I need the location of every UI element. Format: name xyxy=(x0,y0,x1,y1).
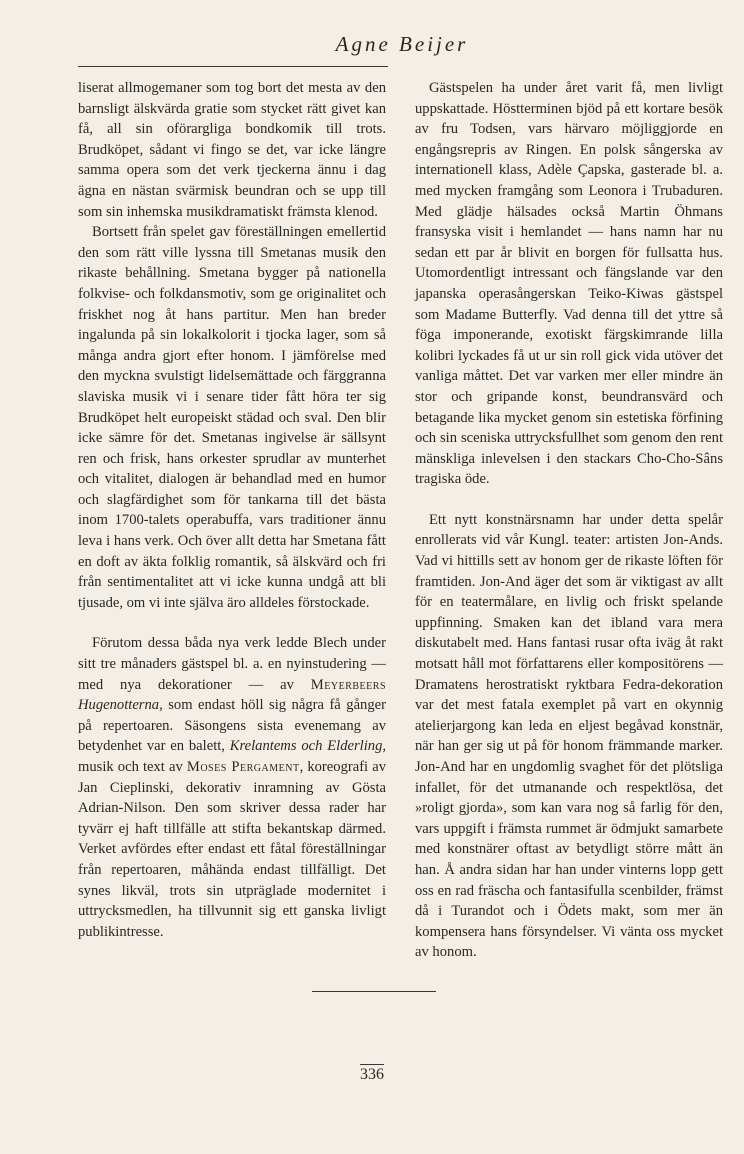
paragraph: Gästspelen ha under året varit få, men livligt uppskattade. Höstterminen bjöd på ett kortare besök av fru Todsen, vars härvaro möjliggjorde en engångsrepris av Ringen. En polsk sångerska av internationell klass, Adèle Çapska, gasterade bl. a. med mycken framgång som Leonora i Trubaduren. Med glädje hälsades också Martin Öhmans fransyska visit i hemlandet — hans namn har nu sedan ett par år blivit en borgen för fullsatta hus. Utomordentligt intressant och fängslande var den japanska operasångerskan Teiko-Kiwas gästspel som Madame Butterfly. Vad denna till det yttre så föga imponerande, exotiskt färgskimrande lilla kolibri lyckades få ut ur sin roll gick vida utöver det vanliga måttet. Det var varken mer eller mindre än stor och gripande konst, beundransvärd och betagande lika mycket genom sin estetiska förfining och sin sceniska uttrycksfullhet som genom den rent mänskliga inlevelsen i den stackars Cho-Cho-Sâns tragiska öde. xyxy=(415,80,723,488)
page-number-text: 336 xyxy=(360,1066,384,1083)
running-header: Agne Beijer xyxy=(335,32,469,56)
text-run: som endast höll sig några få gånger på repertoaren. Säsongens sista evenemang av betydenhet var en balett, xyxy=(78,697,386,755)
text-run: , koreografi av Jan Cieplinski, dekorativ inramning av Gösta Adrian-Nilson. Den som skriver dessa rader har tyvärr ej haft tillfälle att stifta bekantskap därmed. Verket avfördes efter endast ett fåtal föreställningar från repertoaren, måhända endast tillfälligt. Det synes likväl, trots sin utpräglade modernitet i uttrycksmedlen, ha tillvunnit sig ett ganska livligt publikintresse. xyxy=(78,759,386,940)
left-column xyxy=(78,78,386,942)
right-column xyxy=(415,78,723,963)
text-run: Förutom dessa båda nya verk ledde Blech under sitt tre månaders gästspel bl. a. en nyinstudering — med nya dekorationer — av xyxy=(78,635,386,693)
paragraph: liserat allmogemaner som tog bort det mesta av den barnsligt älskvärda gratie som stycket rätt givet kan få, all sin oförargliga bondkomik till trots. Brudköpet, sådant vi fingo se det, var icke längre samma opera som det verk tjeckerna ännu i dag ägna en nästan svärmisk beundran och se upp till som sin inhemska musikdramatiskt främsta klenod. xyxy=(78,80,386,220)
work-title: Krelantems och Elderling, xyxy=(229,738,387,755)
header-rule xyxy=(78,66,388,67)
closing-rule xyxy=(312,991,436,992)
work-title: Hugenotterna, xyxy=(78,697,163,714)
composer-name: Moses Pergament xyxy=(186,759,300,775)
paragraph: Ett nytt konstnärsnamn har under detta spelår enrollerats vid vår Kungl. teater: artisten Jon-Ands. Vad vi hittills sett av honom ger de rikaste löften för framtiden. Jon-And äger det som är viktigast av allt för en teatermålare, en livlig och friskt spelande uppfinning. Smaken kan det ibland vara mera diskutabelt med. Hans fantasi rusar ofta iväg åt rakt motsatt håll mot författarens eller kompositörens — Dramatens herostratiskt ryktbara Fedra-dekoration var det mest fatala exemplet på vart en okynnig atelierjargong kan leda en eljest begåvad konstnär, när han ger sig ut på för honom främmande marker. Jon-And har en ungdomlig svaghet för det plötsliga infallet, för det utmanande och respektlösa, det »roligt gjorda», som kan vara nog så farlig för den, vars uppgift i främsta rummet är ödmjukt samarbete med konstnärer oftast av betydligt större mått än han. Å andra sidan har han under vinterns lopp gett oss en rad fräscha och fantasifulla scenbilder, främst då i Turandot och i Ödets makt, som mer än kompensera hans försyndelser. Vi vänta oss mycket av honom. xyxy=(415,511,723,961)
page-number xyxy=(0,1066,744,1084)
composer-name: Meyerbeers xyxy=(310,676,386,693)
paragraph: Bortsett från spelet gav föreställningen emellertid den som rätt ville lyssna till Smetanas musik den rikaste behållning. Smetana bygger på nationella folkvise- och folkdansmotiv, som ge originalitet och friskhet nog åt hans partitur. Men han breder ingalunda på sin lokalkolorit i tjocka lager, som så många andra gjort efter honom. I jämförelse med den myckna svulstigt lidelsemättade och färggranna slaviska musik vi i senare tider fått höra ter sig Brudköpet helt europeiskt städad och sval. Den blir icke sämre för det. Smetanas ingivelse är sällsynt ren och frisk, hans orkester sprudlar av munterhet och vitalitet, dialogen är behandlad med en humor och slagfärdighet som för tankarna till det bästa inom 1700-talets operabuffa, vars traditioner ännu leva i hans verk. Och över allt detta har Smetana fått en doft av äkta folklig romantik, så älskvärd och fri från sentimentalitet att vi icke kunna undgå att bli tjusade, om vi inte själva äro alldeles förstockade. xyxy=(78,224,386,611)
paragraph xyxy=(78,633,386,942)
text-run: musik och text av xyxy=(78,759,187,775)
